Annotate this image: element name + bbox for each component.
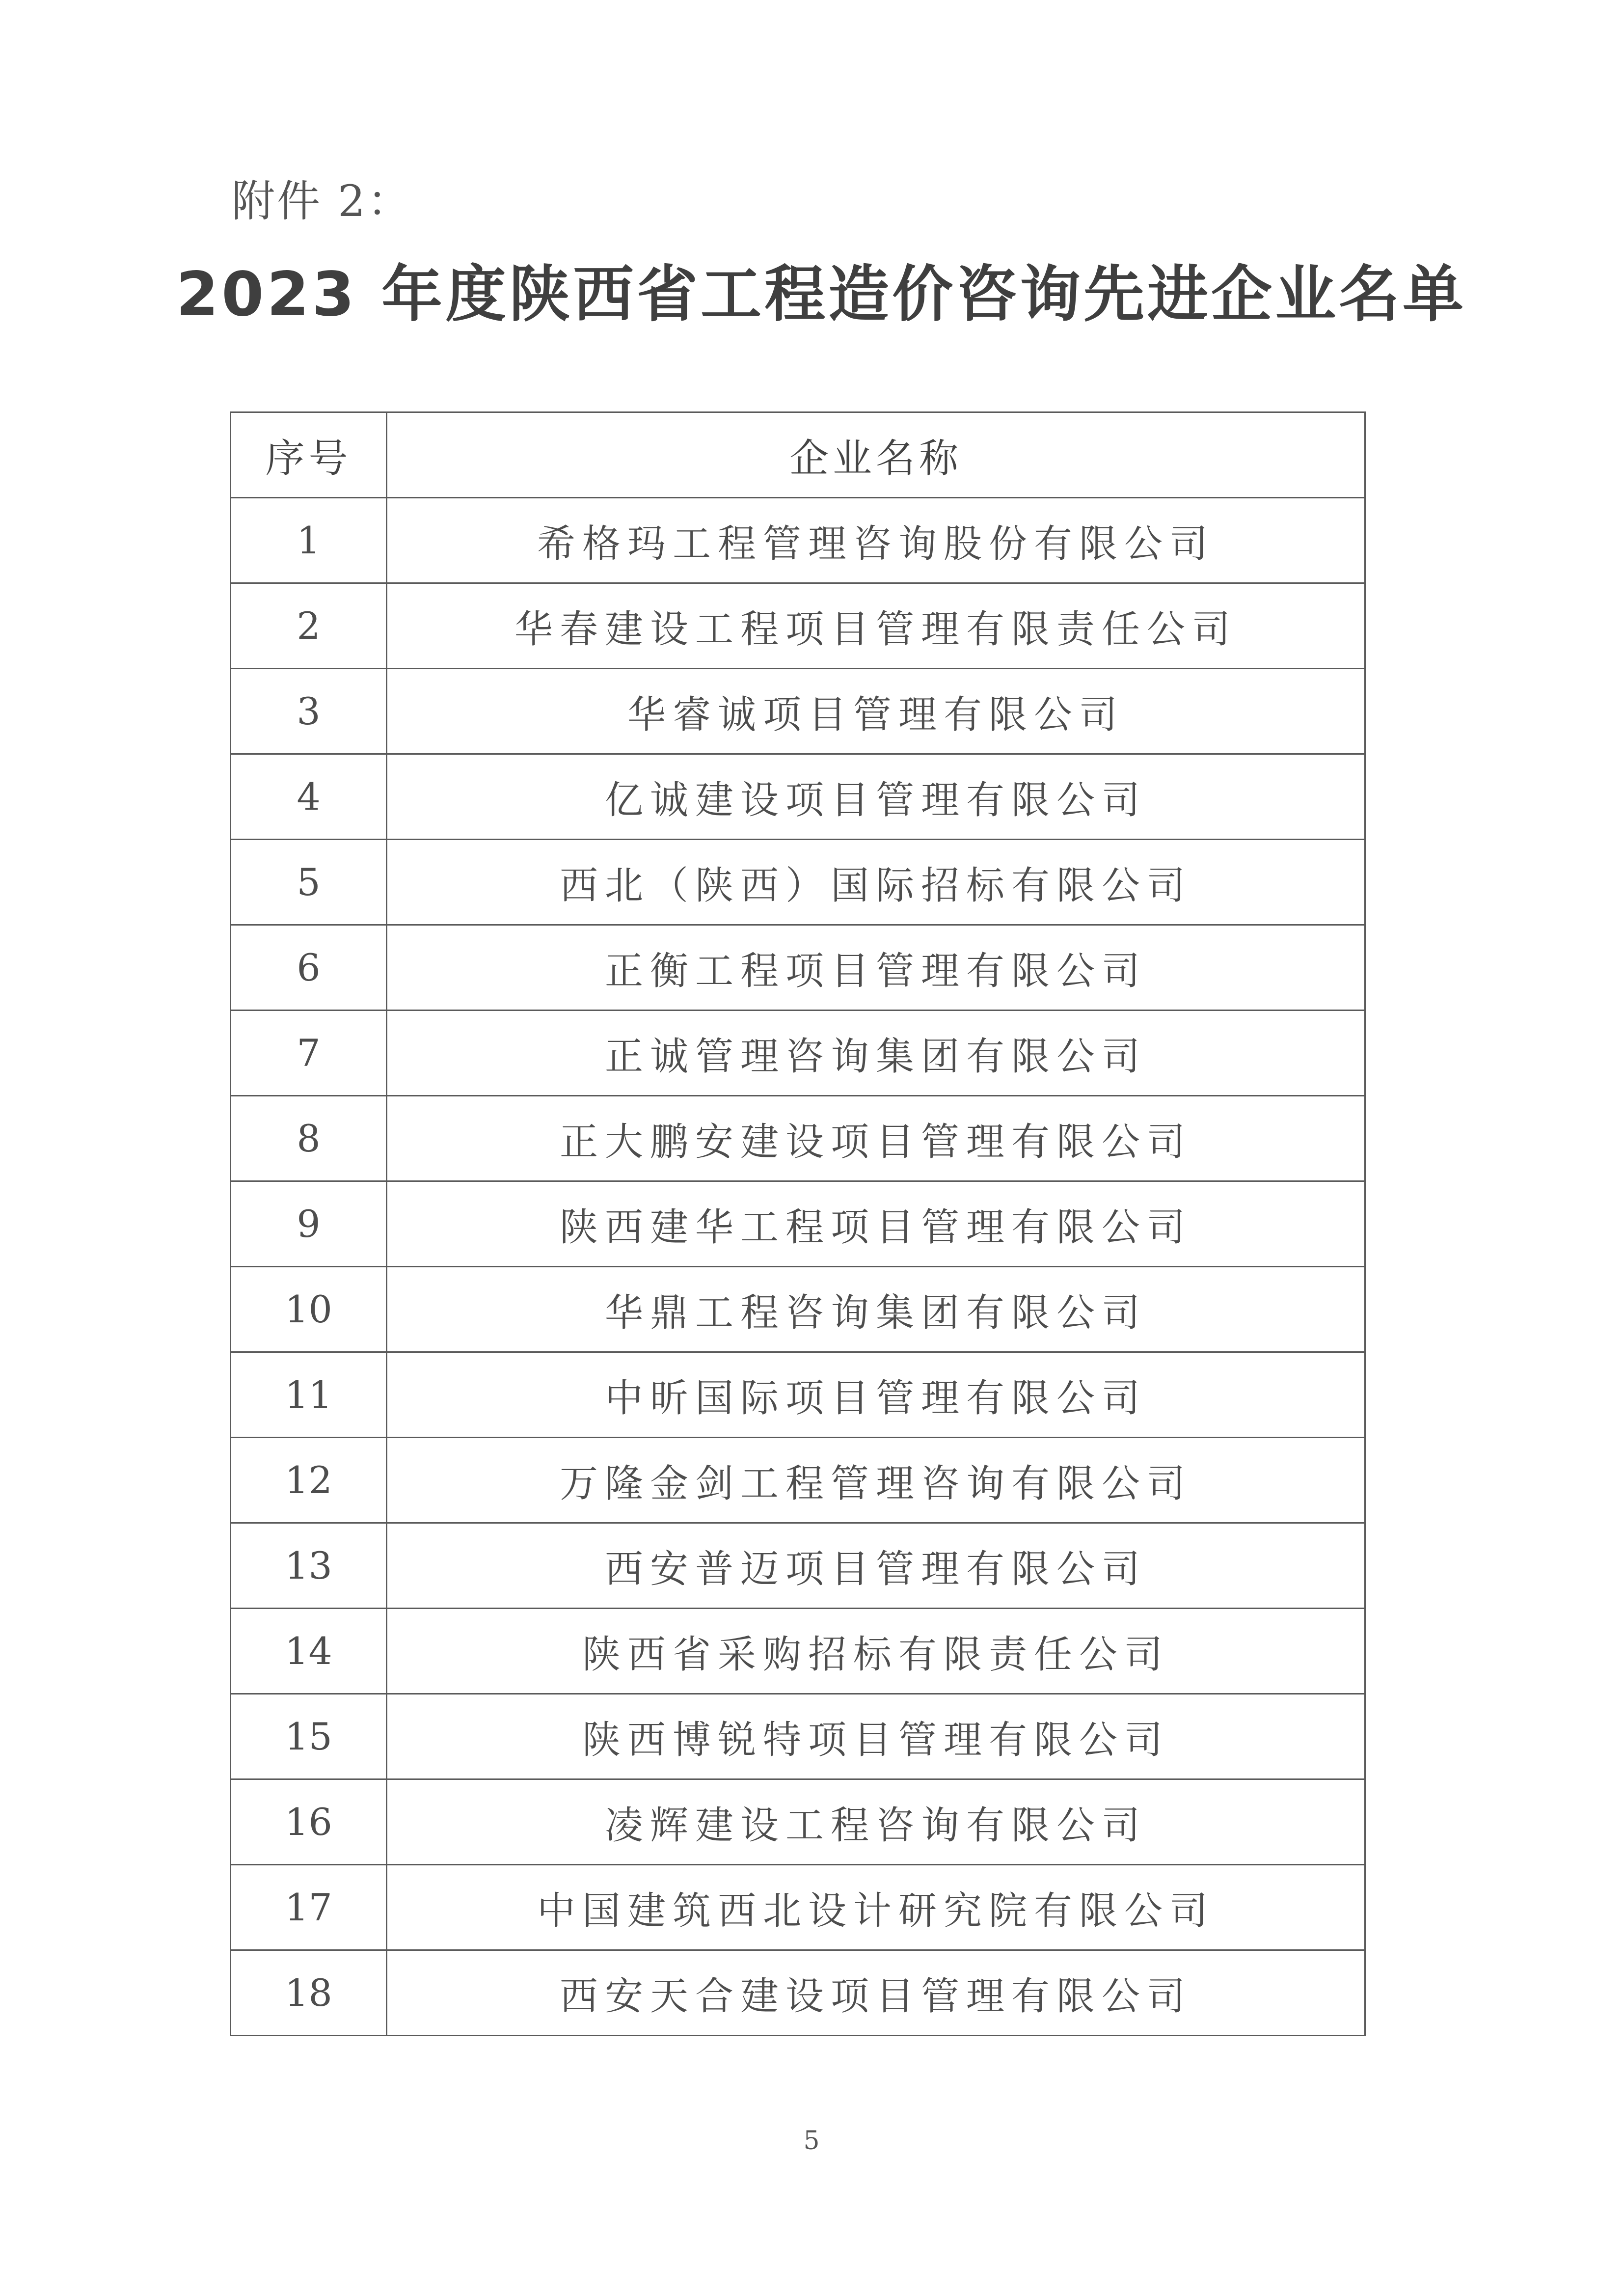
row-company-name: 陕西博锐特项目管理有限公司 [387, 1694, 1365, 1779]
row-company-name: 西安天合建设项目管理有限公司 [387, 1950, 1365, 2036]
row-company-name: 华睿诚项目管理有限公司 [387, 669, 1365, 754]
header-serial-number: 序号 [231, 412, 387, 498]
row-company-name: 亿诚建设项目管理有限公司 [387, 754, 1365, 840]
row-serial-number: 11 [231, 1352, 387, 1438]
table-row [231, 583, 1365, 669]
row-serial-number: 15 [231, 1694, 387, 1779]
table-row [231, 1523, 1365, 1609]
row-company-name: 西北（陕西）国际招标有限公司 [387, 840, 1365, 925]
row-serial-number: 9 [231, 1181, 387, 1267]
row-serial-number: 14 [231, 1609, 387, 1694]
company-table [230, 411, 1366, 2036]
page-title: 2023 年度陕西省工程造价咨询先进企业名单 [176, 259, 1467, 330]
table-row [231, 1865, 1365, 1950]
table-row [231, 1950, 1365, 2036]
row-serial-number: 12 [231, 1438, 387, 1523]
row-serial-number: 2 [231, 583, 387, 669]
row-company-name: 陕西建华工程项目管理有限公司 [387, 1181, 1365, 1267]
row-company-name: 华春建设工程项目管理有限责任公司 [387, 583, 1365, 669]
row-company-name: 万隆金剑工程管理咨询有限公司 [387, 1438, 1365, 1523]
table-row [231, 1779, 1365, 1865]
row-serial-number: 1 [231, 498, 387, 583]
row-company-name: 华鼎工程咨询集团有限公司 [387, 1267, 1365, 1352]
table-row [231, 1352, 1365, 1438]
table-row [231, 1694, 1365, 1779]
row-company-name: 中国建筑西北设计研究院有限公司 [387, 1865, 1365, 1950]
table-row [231, 498, 1365, 583]
table-row [231, 925, 1365, 1011]
row-company-name: 西安普迈项目管理有限公司 [387, 1523, 1365, 1609]
row-serial-number: 3 [231, 669, 387, 754]
table-row [231, 1011, 1365, 1096]
row-serial-number: 8 [231, 1096, 387, 1181]
table-row [231, 754, 1365, 840]
row-company-name: 中昕国际项目管理有限公司 [387, 1352, 1365, 1438]
row-company-name: 正衡工程项目管理有限公司 [387, 925, 1365, 1011]
row-serial-number: 10 [231, 1267, 387, 1352]
attachment-label: 附件 2： [232, 176, 412, 226]
page-number: 5 [803, 2126, 820, 2156]
row-serial-number: 16 [231, 1779, 387, 1865]
table-row [231, 1181, 1365, 1267]
table-row [231, 840, 1365, 925]
row-serial-number: 7 [231, 1011, 387, 1096]
row-serial-number: 17 [231, 1865, 387, 1950]
row-company-name: 希格玛工程管理咨询股份有限公司 [387, 498, 1365, 583]
row-company-name: 凌辉建设工程咨询有限公司 [387, 1779, 1365, 1865]
row-serial-number: 6 [231, 925, 387, 1011]
row-company-name: 正诚管理咨询集团有限公司 [387, 1011, 1365, 1096]
row-serial-number: 5 [231, 840, 387, 925]
row-serial-number: 18 [231, 1950, 387, 2036]
row-serial-number: 13 [231, 1523, 387, 1609]
header-company-name: 企业名称 [387, 412, 1365, 498]
table-header-row [231, 412, 1365, 498]
row-serial-number: 4 [231, 754, 387, 840]
row-company-name: 正大鹏安建设项目管理有限公司 [387, 1096, 1365, 1181]
table-row [231, 1438, 1365, 1523]
table-row [231, 1267, 1365, 1352]
row-company-name: 陕西省采购招标有限责任公司 [387, 1609, 1365, 1694]
table-row [231, 1096, 1365, 1181]
table-row [231, 1609, 1365, 1694]
table-row [231, 669, 1365, 754]
